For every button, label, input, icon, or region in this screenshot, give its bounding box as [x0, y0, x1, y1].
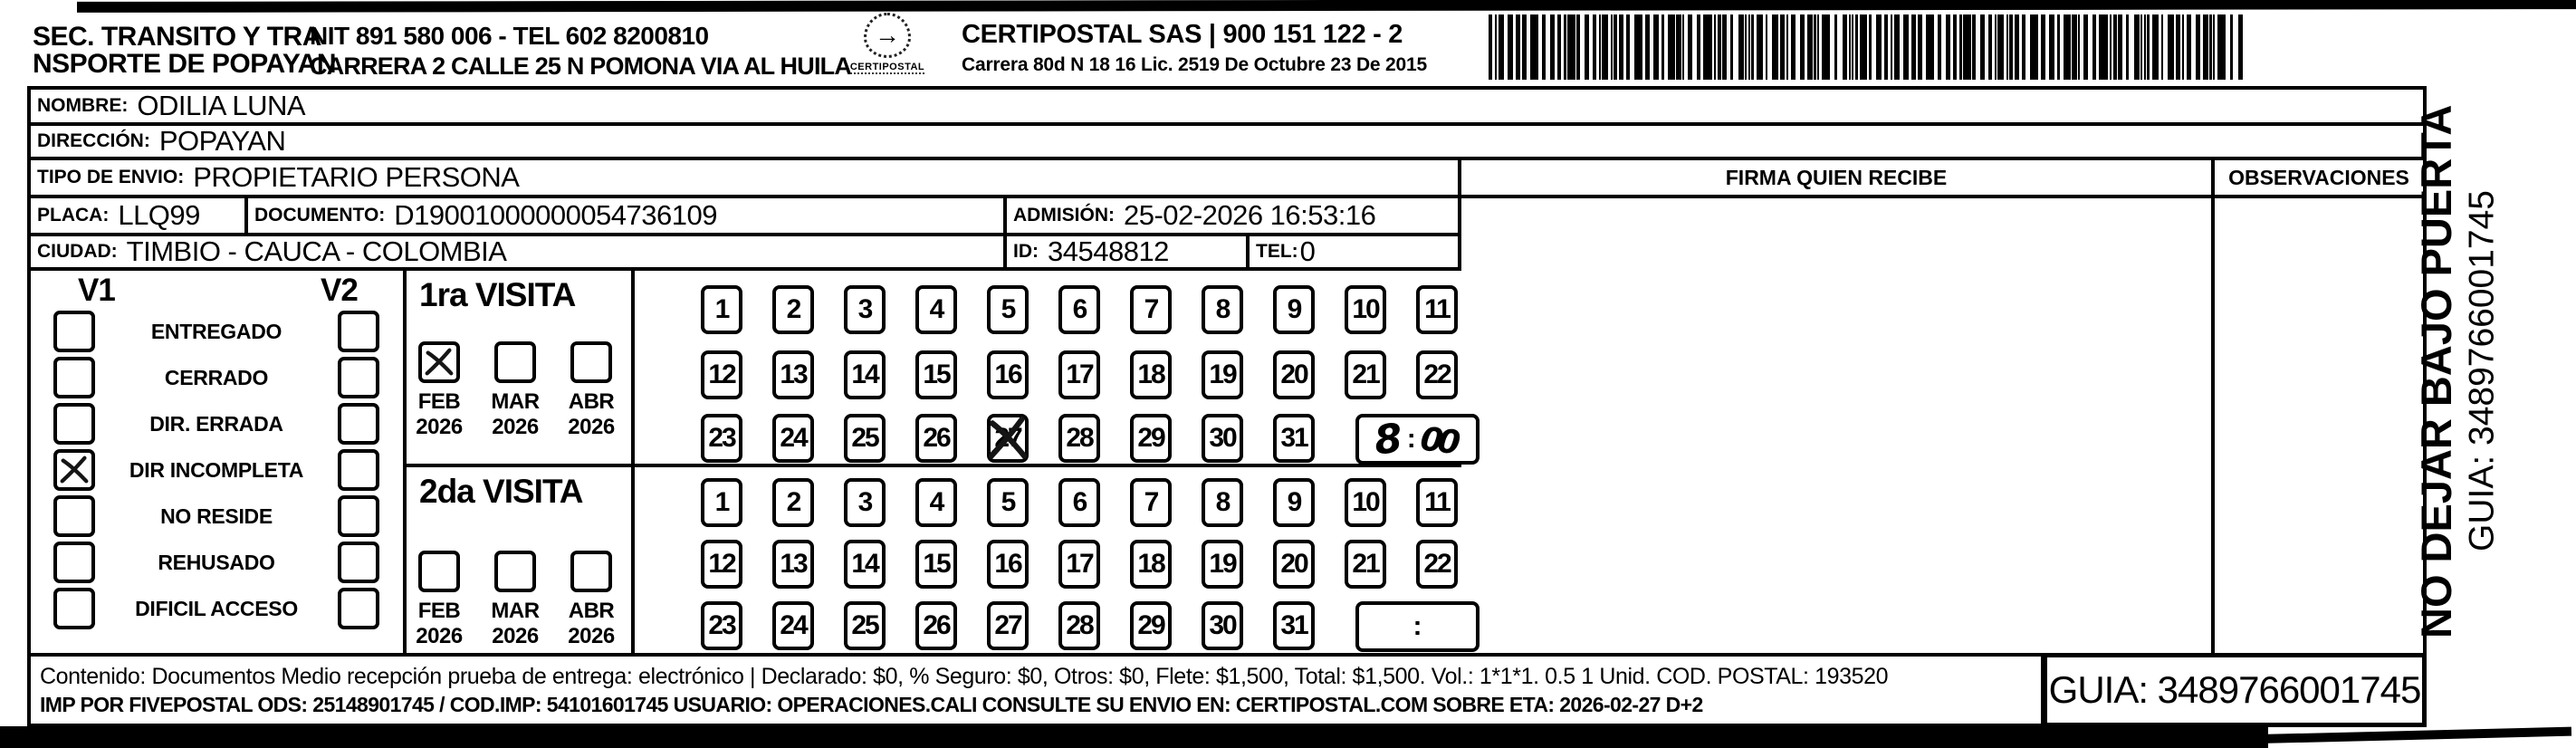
v2-checkbox-dir-errada[interactable] [338, 403, 379, 445]
day-box-7-visit2[interactable]: 7 [1130, 478, 1172, 527]
documento-value: D19001000000054736109 [394, 199, 717, 231]
day-box-22-visit2[interactable]: 22 [1416, 540, 1458, 589]
status-row [31, 542, 403, 583]
month-checkbox-feb-2026-visit1[interactable] [418, 341, 460, 383]
form-table [27, 86, 2427, 657]
month-year-label: 2026 [568, 415, 615, 439]
month-year-label: 2026 [416, 415, 463, 439]
observaciones-header-label: OBSERVACIONES [2228, 165, 2409, 189]
status-option-label: NO RESIDE [160, 503, 273, 528]
footer-content-line: Contenido: Documentos Medio recepción prueba de entrega: electrónico | Declarado: $0, % Seguro: $0, Otros: $0, Flete: $1,500, Total: $1,500. Vol.: 1*1*1. 0.5 1 Unid. COD. POSTAL: 193520 [40, 663, 1889, 689]
certipostal-logo [846, 13, 929, 85]
month-abbr-label: MAR [491, 599, 540, 623]
v2-checkbox-rehusado[interactable] [338, 542, 379, 583]
day-box-16-visit1[interactable]: 16 [987, 350, 1029, 399]
handwritten-minutes: 00 [1418, 419, 1457, 462]
firma-header [1461, 160, 2215, 198]
day-box-21-visit1[interactable]: 21 [1345, 350, 1386, 399]
day-box-20-visit2[interactable]: 20 [1273, 540, 1315, 589]
day-box-28-visit2[interactable]: 28 [1058, 601, 1100, 650]
month-year-label: 2026 [492, 624, 539, 648]
ciudad-label: CIUDAD: [37, 241, 118, 262]
day-box-1-visit1[interactable]: 1 [701, 285, 742, 334]
agency-name-line2: NSPORTE DE POPAYAN [33, 49, 336, 79]
v2-checkbox-entregado[interactable] [338, 311, 379, 352]
nit-tel: NIT 891 580 006 - TEL 602 8200810 [310, 22, 709, 50]
status-option-label: DIR. ERRADA [149, 411, 283, 436]
day-box-4-visit1[interactable]: 4 [915, 285, 957, 334]
footer-info [27, 653, 2045, 727]
day-box-15-visit1[interactable]: 15 [915, 350, 957, 399]
status-row [31, 449, 403, 491]
month-row-1 [414, 341, 617, 440]
day-box-9-visit1[interactable]: 9 [1273, 285, 1315, 334]
month-option [490, 341, 541, 440]
day-box-18-visit1[interactable]: 18 [1130, 350, 1172, 399]
status-option-label: DIFICIL ACCESO [135, 596, 298, 620]
visit1-title: 1ra VISITA [419, 276, 576, 313]
day-box-25-visit2[interactable]: 25 [844, 601, 886, 650]
company-name: CERTIPOSTAL SAS | 900 151 122 - 2 [962, 20, 1403, 49]
day-box-24-visit1[interactable]: 24 [772, 414, 814, 463]
v1-checkbox-dir-incompleta-checked[interactable] [53, 449, 95, 491]
month-checkbox-mar-2026-visit2[interactable] [494, 551, 536, 592]
day-box-22-visit1[interactable]: 22 [1416, 350, 1458, 399]
logo-arrow-icon: → [864, 13, 911, 58]
v1-checkbox-dir-errada[interactable] [53, 403, 95, 445]
month-abbr-label: MAR [491, 389, 540, 414]
v1-checkbox-dificil-acceso[interactable] [53, 588, 95, 629]
placa-value: LLQ99 [118, 199, 200, 231]
nombre-value: ODILIA LUNA [137, 90, 306, 121]
month-year-label: 2026 [416, 624, 463, 648]
id-label: ID: [1013, 241, 1039, 262]
month-year-label: 2026 [568, 624, 615, 648]
month-abbr-label: ABR [568, 389, 615, 414]
agency-name-line1: SEC. TRANSITO Y TRA [33, 22, 321, 52]
day-box-13-visit2[interactable]: 13 [772, 540, 814, 589]
day-box-7-visit1[interactable]: 7 [1130, 285, 1172, 334]
v2-checkbox-no-reside[interactable] [338, 495, 379, 537]
guia-number-box: GUIA: 3489766001745 [2043, 653, 2427, 727]
tel-value: 0 [1299, 236, 1316, 267]
day-box-19-visit2[interactable]: 19 [1202, 540, 1243, 589]
nombre-label: NOMBRE: [37, 95, 129, 116]
day-box-24-visit2[interactable]: 24 [772, 601, 814, 650]
month-checkbox-mar-2026-visit1[interactable] [494, 341, 536, 383]
time-colon: : [1412, 611, 1422, 641]
day-box-14-visit2[interactable]: 14 [844, 540, 886, 589]
placa-label: PLACA: [37, 205, 110, 225]
visit2-months-panel [407, 467, 635, 653]
month-option [414, 551, 464, 649]
day-box-21-visit2[interactable]: 21 [1345, 540, 1386, 589]
placa-cell [31, 198, 248, 236]
status-option-label: DIR INCOMPLETA [129, 457, 304, 482]
day-box-2-visit1[interactable]: 2 [772, 285, 814, 334]
v1-checkbox-rehusado[interactable] [53, 542, 95, 583]
day-box-19-visit1[interactable]: 19 [1202, 350, 1243, 399]
status-options [31, 311, 403, 629]
month-row-2 [414, 551, 617, 649]
direccion-row [31, 126, 2423, 160]
day-box-12-visit1[interactable]: 12 [701, 350, 742, 399]
day-box-29-visit2[interactable]: 29 [1130, 601, 1172, 650]
side-note-guia: GUIA: 3489766001745 [2462, 190, 2502, 552]
company-address: Carrera 80d N 18 16 Lic. 2519 De Octubre 23 De 2015 [962, 54, 1427, 75]
status-option-label: CERRADO [164, 365, 269, 389]
day-box-28-visit1[interactable]: 28 [1058, 414, 1100, 463]
day-box-3-visit1[interactable]: 3 [844, 285, 886, 334]
day-box-20-visit1[interactable]: 20 [1273, 350, 1315, 399]
side-note [2414, 86, 2576, 657]
day-grid-1 [635, 271, 1461, 467]
day-row [635, 414, 1461, 465]
agency-address: CARRERA 2 CALLE 25 N POMONA VIA AL HUILA [310, 53, 852, 80]
day-row [635, 285, 1461, 334]
id-value: 34548812 [1048, 236, 1169, 267]
day-box-18-visit2[interactable]: 18 [1130, 540, 1172, 589]
admision-cell [1007, 198, 1461, 236]
day-row [635, 601, 1461, 652]
ciudad-value: TIMBIO - CAUCA - COLOMBIA [126, 236, 507, 267]
v1-column-header: V1 [78, 273, 115, 308]
day-box-5-visit2[interactable]: 5 [987, 478, 1029, 527]
day-box-8-visit2[interactable]: 8 [1202, 478, 1243, 527]
day-box-3-visit2[interactable]: 3 [844, 478, 886, 527]
day-box-11-visit2[interactable]: 11 [1416, 478, 1458, 527]
day-box-12-visit2[interactable]: 12 [701, 540, 742, 589]
v1-checkbox-no-reside[interactable] [53, 495, 95, 537]
day-box-9-visit2[interactable]: 9 [1273, 478, 1315, 527]
month-checkbox-abr-2026-visit2[interactable] [570, 551, 612, 592]
day-box-10-visit2[interactable]: 10 [1345, 478, 1386, 527]
day-box-13-visit1[interactable]: 13 [772, 350, 814, 399]
status-panel [31, 271, 407, 653]
direccion-label: DIRECCIÓN: [37, 130, 150, 151]
day-box-31-visit2[interactable]: 31 [1273, 601, 1315, 650]
tipo-envio-label: TIPO DE ENVIO: [37, 167, 185, 187]
signature-area [1461, 198, 2215, 653]
month-abbr-label: ABR [568, 599, 615, 623]
v2-column-header: V2 [321, 273, 358, 308]
day-box-10-visit1[interactable]: 10 [1345, 285, 1386, 334]
side-note-warning: NO DEJAR BAJO PUERTA [2412, 104, 2460, 638]
status-option-label: REHUSADO [158, 550, 275, 574]
day-box-6-visit2[interactable]: 6 [1058, 478, 1100, 527]
month-checkbox-feb-2026-visit2[interactable] [418, 551, 460, 592]
day-box-27-visit1[interactable]: 27 [987, 414, 1029, 463]
day-box-30-visit2[interactable]: 30 [1202, 601, 1243, 650]
day-box-17-visit2[interactable]: 17 [1058, 540, 1100, 589]
v2-checkbox-dir-incompleta[interactable] [338, 449, 379, 491]
month-abbr-label: FEB [417, 599, 461, 623]
barcode [1489, 14, 2244, 80]
visit2-title: 2da VISITA [419, 473, 583, 510]
day-box-26-visit2[interactable]: 26 [915, 601, 957, 650]
scan-artifact-bottom [0, 726, 2268, 748]
tipo-envio-cell [31, 160, 1461, 198]
admision-label: ADMISIÓN: [1013, 205, 1115, 225]
day-box-8-visit1[interactable]: 8 [1202, 285, 1243, 334]
handwritten-x-mark [984, 411, 1031, 465]
day-box-15-visit2[interactable]: 15 [915, 540, 957, 589]
day-grid-2 [635, 467, 1461, 653]
nombre-row [31, 90, 2423, 126]
ciudad-cell [31, 236, 1007, 271]
observaciones-area [2215, 198, 2423, 653]
month-option [566, 341, 617, 440]
scan-artifact-top [77, 0, 2576, 13]
month-year-label: 2026 [492, 415, 539, 439]
day-box-26-visit1[interactable]: 26 [915, 414, 957, 463]
observaciones-header [2215, 160, 2423, 198]
documento-label: DOCUMENTO: [254, 205, 386, 225]
tipo-envio-value: PROPIETARIO PERSONA [193, 161, 520, 193]
logo-text: CERTIPOSTAL [849, 62, 925, 72]
v1-checkbox-cerrado[interactable] [53, 357, 95, 398]
status-option-label: ENTREGADO [150, 319, 282, 343]
tel-cell [1250, 236, 1461, 271]
agency-name [33, 24, 336, 78]
day-box-25-visit1[interactable]: 25 [844, 414, 886, 463]
tel-label: TEL: [1256, 241, 1298, 262]
day-row [635, 350, 1461, 399]
month-option [490, 551, 541, 649]
day-box-11-visit1[interactable]: 11 [1416, 285, 1458, 334]
month-abbr-label: FEB [417, 389, 461, 414]
handwritten-hour: 8 [1372, 415, 1405, 464]
day-box-1-visit2[interactable]: 1 [701, 478, 742, 527]
month-checkbox-abr-2026-visit1[interactable] [570, 341, 612, 383]
day-box-2-visit2[interactable]: 2 [772, 478, 814, 527]
day-box-5-visit1[interactable]: 5 [987, 285, 1029, 334]
day-box-14-visit1[interactable]: 14 [844, 350, 886, 399]
day-box-17-visit1[interactable]: 17 [1058, 350, 1100, 399]
status-row [31, 311, 403, 352]
status-row [31, 495, 403, 537]
day-box-4-visit2[interactable]: 4 [915, 478, 957, 527]
id-cell [1007, 236, 1250, 271]
status-row [31, 357, 403, 398]
v2-checkbox-cerrado[interactable] [338, 357, 379, 398]
visit1-months-panel [407, 271, 635, 467]
day-box-30-visit1[interactable]: 30 [1202, 414, 1243, 463]
firma-header-label: FIRMA QUIEN RECIBE [1725, 165, 1948, 189]
footer-imp-line: IMP POR FIVEPOSTAL ODS: 25148901745 / COD.IMP: 54101601745 USUARIO: OPERACIONES.CALI CONSULTE SU ENVIO EN: CERTIPOSTAL.COM SOBRE ETA: 2026-02-27 D+2 [40, 692, 1703, 716]
day-row [635, 540, 1461, 589]
month-option [566, 551, 617, 649]
day-box-23-visit2[interactable]: 23 [701, 601, 742, 650]
status-row [31, 403, 403, 445]
status-row [31, 588, 403, 629]
time-colon: : [1406, 424, 1416, 454]
day-box-16-visit2[interactable]: 16 [987, 540, 1029, 589]
month-option [414, 341, 464, 440]
day-row [635, 478, 1461, 527]
day-box-31-visit1[interactable]: 31 [1273, 414, 1315, 463]
direccion-value: POPAYAN [158, 126, 286, 157]
day-box-29-visit1[interactable]: 29 [1130, 414, 1172, 463]
documento-cell [248, 198, 1007, 236]
admision-value: 25-02-2026 16:53:16 [1124, 199, 1376, 231]
day-box-27-visit2[interactable]: 27 [987, 601, 1029, 650]
day-box-6-visit1[interactable]: 6 [1058, 285, 1100, 334]
v2-checkbox-dificil-acceso[interactable] [338, 588, 379, 629]
v1-checkbox-entregado[interactable] [53, 311, 95, 352]
day-box-23-visit1[interactable]: 23 [701, 414, 742, 463]
